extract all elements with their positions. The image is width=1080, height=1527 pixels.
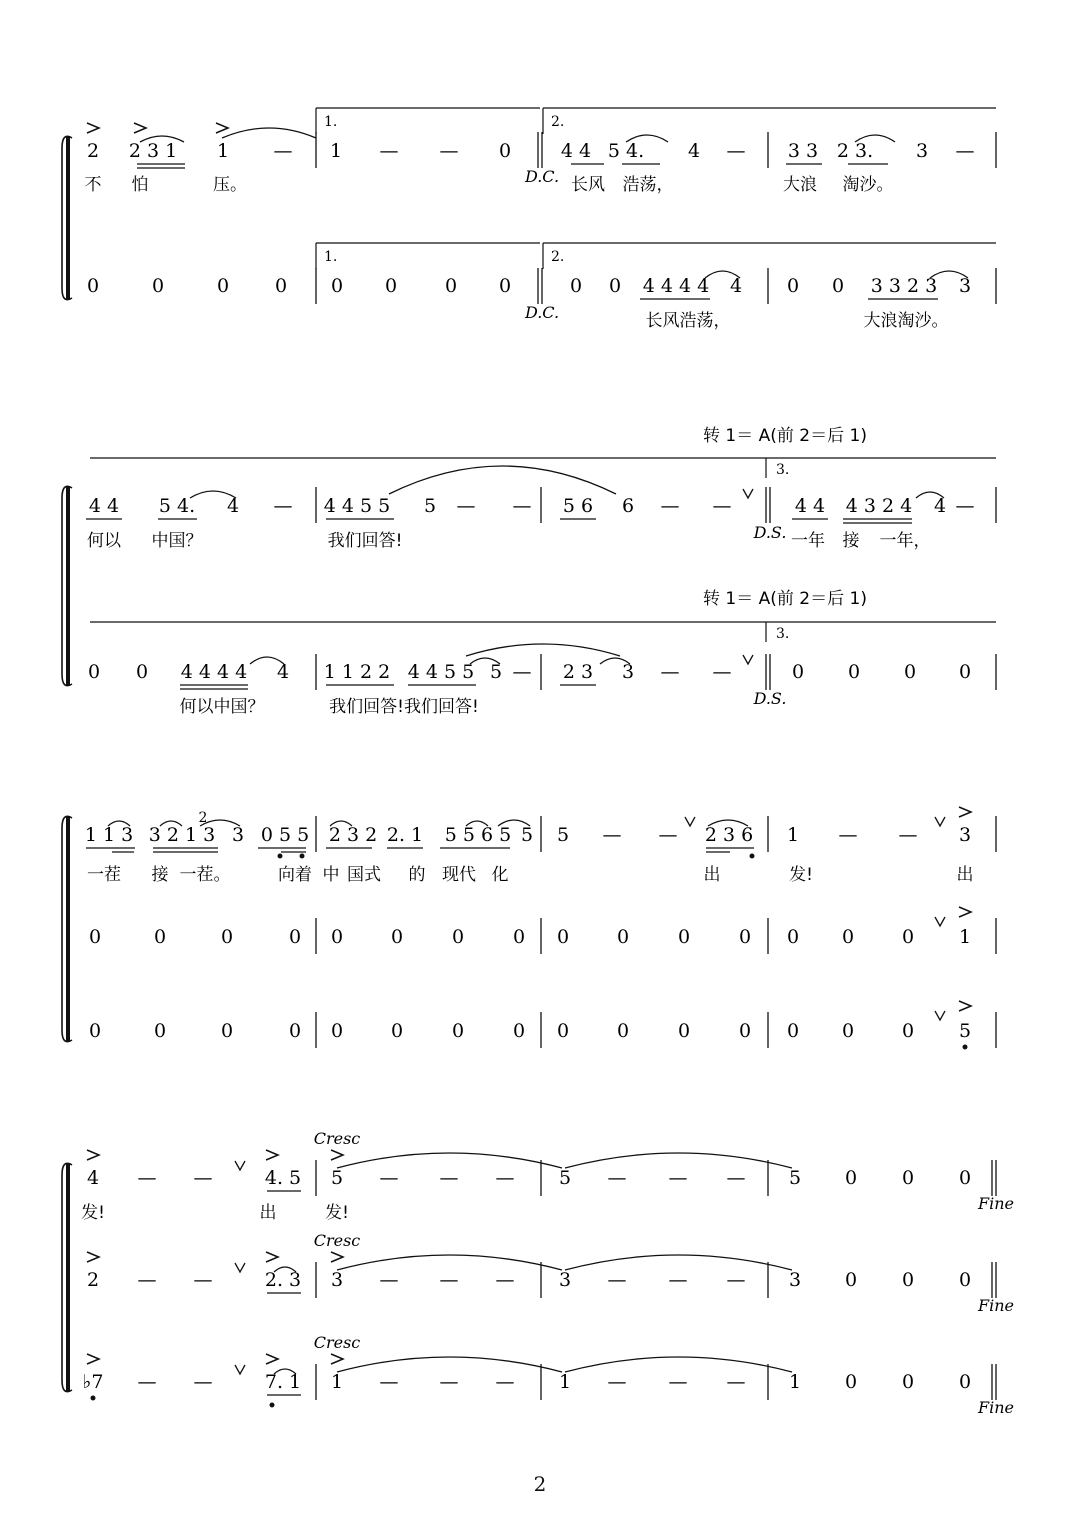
melody-note: —: [456, 495, 476, 517]
lyric-word: 发!: [325, 1203, 349, 1223]
lyric-word: 淘沙。: [842, 175, 894, 195]
soprano-note: 0: [958, 1167, 972, 1189]
melody-note: —: [658, 824, 678, 846]
alto-note: 0: [288, 926, 302, 948]
lyric-word: 何以: [87, 531, 121, 551]
harmony-note: 0: [608, 275, 622, 297]
soprano-note: —: [379, 1167, 399, 1189]
lyric-word: 大浪: [783, 175, 817, 195]
alto-note: 0: [512, 926, 526, 948]
melody-note: —: [273, 140, 293, 162]
harmony-note: 0: [86, 275, 100, 297]
page-number: 2: [533, 1472, 547, 1496]
harmony-note: 0: [151, 275, 165, 297]
alto-note: 3: [330, 1269, 344, 1291]
lyric-word: 大浪淘沙。: [863, 311, 949, 331]
modulation-text: 转 1＝ A(前 2＝后 1): [703, 426, 867, 446]
lyric-word: 浩荡，: [622, 175, 674, 195]
lyric-word: 接: [842, 531, 860, 551]
breath-mark: [235, 1263, 245, 1272]
harmony-note: 0: [384, 275, 398, 297]
harmony-note: 3 3 2 3: [870, 275, 938, 297]
accent-mark: [134, 123, 146, 133]
melody-note: 4: [226, 495, 240, 517]
lyric-word: 现代: [442, 865, 476, 885]
melody-note: —: [602, 824, 622, 846]
melody-note: 4 3 2 4: [845, 495, 913, 517]
bass-note: 0: [841, 1020, 855, 1042]
accent-mark: [87, 1354, 99, 1364]
grace-note: 2: [198, 810, 208, 826]
accent-mark: [87, 123, 99, 133]
harmony-note: 0: [569, 275, 583, 297]
lyric-word: 发!: [81, 1203, 105, 1223]
fine-mark: Fine: [978, 1194, 1014, 1213]
alto-note: 0: [616, 926, 630, 948]
alto-note: 0: [330, 926, 344, 948]
bass-note: —: [439, 1371, 459, 1393]
bass-note: 0: [451, 1020, 465, 1042]
harmony-note: 4: [729, 275, 743, 297]
bass-note: ♭7: [82, 1371, 104, 1393]
lyric-word: 发!: [789, 865, 813, 885]
melody-note: —: [273, 495, 293, 517]
melody-note: 1: [329, 140, 343, 162]
soprano-note: —: [439, 1167, 459, 1189]
fine-mark: Fine: [978, 1398, 1014, 1417]
accent-mark: [331, 1150, 343, 1160]
alto-note: 0: [841, 926, 855, 948]
breath-mark: [235, 1161, 245, 1170]
melody-note: 4 4: [794, 495, 826, 517]
alto-note: 2: [86, 1269, 100, 1291]
bass-note: 0: [330, 1020, 344, 1042]
accent-mark: [959, 807, 971, 817]
accent-mark: [266, 1150, 278, 1160]
melody-note: —: [726, 140, 746, 162]
melody-note: 2 3.: [836, 140, 874, 162]
soprano-note: —: [668, 1167, 688, 1189]
soprano-note: 0: [844, 1167, 858, 1189]
lyric-word: 接: [151, 865, 169, 885]
alto-note: —: [607, 1269, 627, 1291]
alto-note: 0: [901, 926, 915, 948]
lyric-word: 一年，: [879, 531, 931, 551]
melody-note: 2. 1: [386, 824, 424, 846]
lyric-word: 怕: [131, 175, 149, 195]
slur: [565, 1255, 792, 1270]
ds-mark: D.S.: [753, 523, 787, 542]
modulation-text: 转 1＝ A(前 2＝后 1): [703, 589, 867, 609]
volta-label: 2.: [551, 249, 565, 265]
melody-note: 4 4: [560, 140, 592, 162]
breath-mark: [685, 817, 695, 826]
soprano-note: 5: [558, 1167, 572, 1189]
accent-mark: [959, 1001, 971, 1011]
melody-note: 3 3: [787, 140, 819, 162]
soprano-note: 0: [901, 1167, 915, 1189]
octave-dot: [91, 1396, 95, 1400]
lyric-word: 一茬: [87, 865, 121, 885]
melody-note: 2 3 6: [704, 824, 754, 846]
slur: [466, 644, 620, 656]
alto-note: —: [379, 1269, 399, 1291]
harmony-note: 0: [498, 275, 512, 297]
breath-mark: [935, 917, 945, 926]
bass-note: —: [726, 1371, 746, 1393]
soprano-note: 4. 5: [264, 1167, 302, 1189]
lyric-word: 长风: [571, 175, 605, 195]
harmony-note: 3: [621, 661, 635, 683]
soprano-note: 5: [788, 1167, 802, 1189]
harmony-note: 4 4 4 4: [642, 275, 710, 297]
alto-note: 3: [788, 1269, 802, 1291]
melody-note: 0: [498, 140, 512, 162]
alto-note: 0: [901, 1269, 915, 1291]
lyric-word: 化: [491, 865, 509, 885]
melody-note: —: [955, 495, 975, 517]
alto-note: —: [193, 1269, 213, 1291]
accent-mark: [216, 123, 228, 133]
octave-dot: [278, 854, 282, 858]
soprano-note: —: [193, 1167, 213, 1189]
harmony-note: 0: [903, 661, 917, 683]
melody-note: —: [898, 824, 918, 846]
breath-mark: [935, 817, 945, 826]
melody-note: 2 3 1: [128, 140, 178, 162]
melody-note: —: [838, 824, 858, 846]
alto-note: 1: [958, 926, 972, 948]
melody-note: 5: [423, 495, 437, 517]
bass-note: —: [495, 1371, 515, 1393]
harmony-note: 0: [274, 275, 288, 297]
lyric-word: 压。: [213, 175, 247, 195]
melody-note: —: [660, 495, 680, 517]
harmony-note: 0: [216, 275, 230, 297]
slur: [337, 1255, 562, 1270]
melody-note: 4 4 5 5: [323, 495, 391, 517]
alto-note: 0: [677, 926, 691, 948]
lyric-word: 我们回答!: [327, 531, 403, 551]
soprano-note: —: [726, 1167, 746, 1189]
alto-note: 2. 3: [264, 1269, 302, 1291]
melody-note: 5: [520, 824, 534, 846]
slur: [565, 1357, 792, 1372]
accent-mark: [331, 1354, 343, 1364]
bass-note: 0: [844, 1371, 858, 1393]
melody-note: —: [439, 140, 459, 162]
soprano-note: 5: [330, 1167, 344, 1189]
soprano-note: —: [137, 1167, 157, 1189]
bass-note: 0: [288, 1020, 302, 1042]
lyric-word: 一茬。: [179, 865, 231, 885]
lyric-word: 长风浩荡，: [645, 311, 731, 331]
alto-note: —: [439, 1269, 459, 1291]
bass-note: 0: [677, 1020, 691, 1042]
bass-note: 0: [512, 1020, 526, 1042]
bass-note: —: [193, 1371, 213, 1393]
ds-mark: D.S.: [753, 689, 787, 708]
accent-mark: [266, 1354, 278, 1364]
harmony-note: 0: [831, 275, 845, 297]
alto-note: 0: [738, 926, 752, 948]
alto-note: 0: [786, 926, 800, 948]
bass-note: —: [137, 1371, 157, 1393]
harmony-note: —: [712, 661, 732, 683]
soprano-note: —: [495, 1167, 515, 1189]
octave-dot: [963, 1045, 967, 1049]
lyric-word: 国式: [347, 865, 381, 885]
melody-note: 2: [86, 140, 100, 162]
harmony-note: 4 4 5 5: [407, 661, 475, 683]
volta-label: 1.: [324, 114, 338, 130]
harmony-note: 0: [135, 661, 149, 683]
melody-note: 6: [621, 495, 635, 517]
bass-note: 1: [788, 1371, 802, 1393]
harmony-note: 4: [276, 661, 290, 683]
harmony-note: 5: [489, 661, 503, 683]
alto-note: 0: [220, 926, 234, 948]
melody-note: —: [955, 140, 975, 162]
harmony-note: 2 3: [562, 661, 594, 683]
accent-mark: [959, 907, 971, 917]
bass-note: 0: [220, 1020, 234, 1042]
fine-mark: Fine: [978, 1296, 1014, 1315]
slur: [337, 1357, 562, 1372]
alto-note: 0: [88, 926, 102, 948]
dc-mark: D.C.: [524, 303, 560, 322]
melody-note: 1 1 3: [84, 824, 134, 846]
octave-dot: [270, 1403, 274, 1407]
lyric-word: 中: [322, 865, 340, 885]
bass-note: 7. 1: [264, 1371, 302, 1393]
harmony-note: 0: [444, 275, 458, 297]
breath-mark: [743, 655, 753, 664]
bass-note: —: [379, 1371, 399, 1393]
bass-note: 5: [958, 1020, 972, 1042]
bass-note: —: [668, 1371, 688, 1393]
cresc-mark: Cresc: [313, 1129, 361, 1148]
melody-note: 3: [915, 140, 929, 162]
melody-note: 3: [231, 824, 245, 846]
harmony-note: 1 1 2 2: [323, 661, 391, 683]
volta-label: 1.: [324, 249, 338, 265]
alto-note: —: [137, 1269, 157, 1291]
volta-label: 3.: [776, 626, 790, 642]
accent-mark: [266, 1252, 278, 1262]
harmony-note: 3: [958, 275, 972, 297]
lyric-word: 不: [84, 175, 102, 195]
volta-label: 2.: [551, 114, 565, 130]
bass-note: 0: [556, 1020, 570, 1042]
alto-note: 0: [451, 926, 465, 948]
breath-mark: [235, 1365, 245, 1374]
melody-note: —: [379, 140, 399, 162]
harmony-note: 0: [786, 275, 800, 297]
melody-note: 5 4.: [158, 495, 196, 517]
lyric-word: 何以中国？: [179, 697, 265, 717]
accent-mark: [87, 1150, 99, 1160]
bass-note: 0: [738, 1020, 752, 1042]
melody-note: 5 6: [562, 495, 594, 517]
melody-note: 1: [216, 140, 230, 162]
melody-note: —: [712, 495, 732, 517]
bass-note: 0: [901, 1371, 915, 1393]
harmony-note: —: [660, 661, 680, 683]
alto-note: 0: [390, 926, 404, 948]
bass-note: 0: [901, 1020, 915, 1042]
alto-note: 0: [153, 926, 167, 948]
melody-note: 0 5 5: [260, 824, 310, 846]
melody-note: 5: [556, 824, 570, 846]
melody-note: 5 4.: [607, 140, 645, 162]
slur: [389, 466, 616, 494]
lyric-word: 我们回答!我们回答!: [329, 697, 479, 717]
lyric-word: 中国？: [151, 531, 203, 551]
bass-note: 0: [786, 1020, 800, 1042]
bass-note: 1: [330, 1371, 344, 1393]
cresc-mark: Cresc: [313, 1333, 361, 1352]
lyric-word: 出: [259, 1203, 277, 1223]
melody-note: —: [512, 495, 532, 517]
harmony-note: —: [512, 661, 532, 683]
harmony-note: 0: [330, 275, 344, 297]
slur: [565, 1153, 792, 1168]
bass-note: 1: [558, 1371, 572, 1393]
melody-note: 5 5 6 5: [444, 824, 512, 846]
harmony-note: 0: [958, 661, 972, 683]
bass-note: 0: [390, 1020, 404, 1042]
accent-mark: [331, 1252, 343, 1262]
soprano-note: —: [607, 1167, 627, 1189]
volta-label: 3.: [776, 462, 790, 478]
dc-mark: D.C.: [524, 167, 560, 186]
lyric-word: 的: [408, 865, 426, 885]
breath-mark: [935, 1011, 945, 1020]
harmony-note: 0: [847, 661, 861, 683]
octave-dot: [300, 854, 304, 858]
harmony-note: 0: [791, 661, 805, 683]
melody-note: 4: [933, 495, 947, 517]
bass-note: —: [607, 1371, 627, 1393]
alto-note: —: [495, 1269, 515, 1291]
alto-note: 0: [844, 1269, 858, 1291]
bass-note: 0: [616, 1020, 630, 1042]
breath-mark: [743, 489, 753, 498]
slur: [222, 128, 316, 138]
lyric-word: 出: [703, 865, 721, 885]
melody-note: 3 2 1 3: [148, 824, 216, 846]
lyric-word: 一年: [791, 531, 825, 551]
melody-note: 2 3 2: [328, 824, 378, 846]
soprano-note: 4: [86, 1167, 100, 1189]
melody-note: 3: [958, 824, 972, 846]
accent-mark: [87, 1252, 99, 1262]
slur: [337, 1153, 562, 1168]
alto-note: 0: [556, 926, 570, 948]
alto-note: —: [726, 1269, 746, 1291]
melody-note: 1: [786, 824, 800, 846]
cresc-mark: Cresc: [313, 1231, 361, 1250]
octave-dot: [750, 854, 754, 858]
harmony-note: 4 4 4 4: [180, 661, 248, 683]
melody-note: 4: [687, 140, 701, 162]
melody-note: 4 4: [88, 495, 120, 517]
bass-note: 0: [153, 1020, 167, 1042]
lyric-word: 出: [956, 865, 974, 885]
alto-note: —: [668, 1269, 688, 1291]
lyric-word: 向着: [278, 865, 312, 885]
harmony-note: 0: [87, 661, 101, 683]
alto-note: 0: [958, 1269, 972, 1291]
bass-note: 0: [958, 1371, 972, 1393]
bass-note: 0: [88, 1020, 102, 1042]
alto-note: 3: [558, 1269, 572, 1291]
